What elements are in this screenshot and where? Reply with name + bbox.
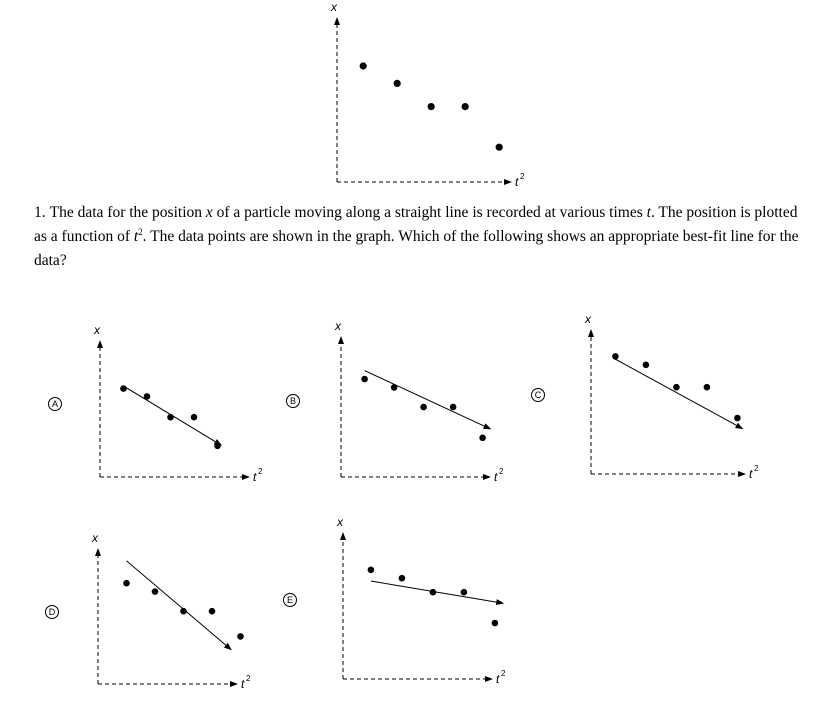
x-axis-label-exponent: 2 (499, 467, 504, 476)
choice-e-label[interactable]: E (283, 593, 297, 607)
y-axis-label: x (335, 319, 341, 333)
y-axis-arrow (338, 336, 344, 344)
x-axis-arrow (242, 474, 250, 480)
x-axis-label-exponent: 2 (501, 669, 506, 678)
question-part-2: of a particle moving along a straight line is recorded at various times (212, 204, 647, 221)
data-point (394, 80, 401, 87)
choice-c-label[interactable]: C (531, 388, 545, 402)
x-axis-label: t (253, 470, 257, 484)
y-axis-arrow (97, 340, 103, 348)
best-fit-line (124, 386, 216, 442)
x-axis-label: t (515, 175, 519, 189)
data-point (167, 414, 174, 421)
best-fit-line-arrow (735, 423, 743, 429)
data-point (191, 414, 198, 421)
question-part-1: The data for the position (49, 204, 206, 221)
chart-choice-a[interactable] (80, 320, 270, 490)
y-axis-label: x (94, 323, 100, 337)
y-axis-label: x (92, 531, 98, 545)
x-axis-arrow (504, 179, 512, 185)
data-point (209, 608, 216, 615)
x-axis-label-exponent: 2 (246, 674, 251, 683)
data-point (643, 362, 650, 369)
data-point (479, 435, 486, 442)
x-axis-label: t (241, 677, 245, 691)
y-axis-arrow (95, 548, 101, 556)
x-axis-label-exponent: 2 (258, 467, 263, 476)
question-text (34, 201, 809, 273)
data-point (704, 384, 711, 391)
x-axis-label-exponent: 2 (754, 464, 759, 473)
y-axis-arrow (340, 532, 346, 540)
x-axis-arrow (230, 681, 238, 687)
data-point (368, 567, 375, 574)
best-fit-line (365, 371, 485, 426)
data-point (461, 589, 468, 596)
y-axis-label: x (331, 0, 337, 14)
y-axis-label: x (585, 312, 591, 326)
data-point (673, 384, 680, 391)
x-axis-label-exponent: 2 (520, 172, 525, 181)
best-fit-line (615, 359, 736, 425)
x-axis-arrow (483, 474, 491, 480)
y-axis-label: x (337, 515, 343, 529)
question-part-4: . The data points are shown in the graph. Which of the following shows an appropriate best-fit line for the data? (34, 228, 799, 269)
data-point (430, 589, 437, 596)
data-point (120, 385, 127, 392)
data-point (360, 62, 367, 69)
best-fit-line (127, 561, 226, 645)
x-axis-label: t (749, 467, 753, 481)
question-part-3: . The position is plotted as a function of (34, 204, 798, 245)
data-point (399, 575, 406, 582)
x-axis-label: t (496, 672, 500, 686)
data-point (123, 580, 130, 587)
choice-d-label[interactable]: D (45, 605, 59, 619)
chart-choice-c[interactable] (572, 306, 772, 481)
choice-a-label[interactable]: A (48, 397, 62, 411)
chart-choice-e[interactable] (323, 513, 523, 688)
chart-choice-b[interactable] (322, 316, 512, 486)
x-axis-arrow (738, 471, 746, 477)
data-point (361, 376, 368, 383)
var-t: t (646, 204, 651, 221)
data-point (492, 620, 499, 627)
data-point (237, 633, 244, 640)
best-fit-line-arrow (483, 423, 492, 429)
data-point (450, 404, 457, 411)
chart-choice-d[interactable] (78, 532, 268, 697)
data-point (612, 353, 619, 360)
data-point (180, 608, 187, 615)
data-point (734, 415, 741, 422)
question-number: 1. (34, 204, 46, 221)
x-axis-label: t (494, 470, 498, 484)
data-point (214, 443, 221, 450)
x-axis-arrow (485, 676, 493, 682)
chart-main (300, 0, 540, 195)
y-axis-arrow (588, 329, 594, 337)
data-point (462, 103, 469, 110)
data-point (428, 103, 435, 110)
var-t-squared: t (133, 228, 139, 245)
exponent: 2 (138, 227, 143, 237)
best-fit-line-arrow (496, 599, 504, 605)
choice-b-label[interactable]: B (286, 394, 300, 408)
data-point (391, 384, 398, 391)
data-point (496, 144, 503, 151)
data-point (152, 588, 159, 595)
y-axis-arrow (334, 17, 340, 25)
data-point (144, 393, 151, 400)
data-point (420, 404, 427, 411)
var-x: x (205, 204, 213, 221)
